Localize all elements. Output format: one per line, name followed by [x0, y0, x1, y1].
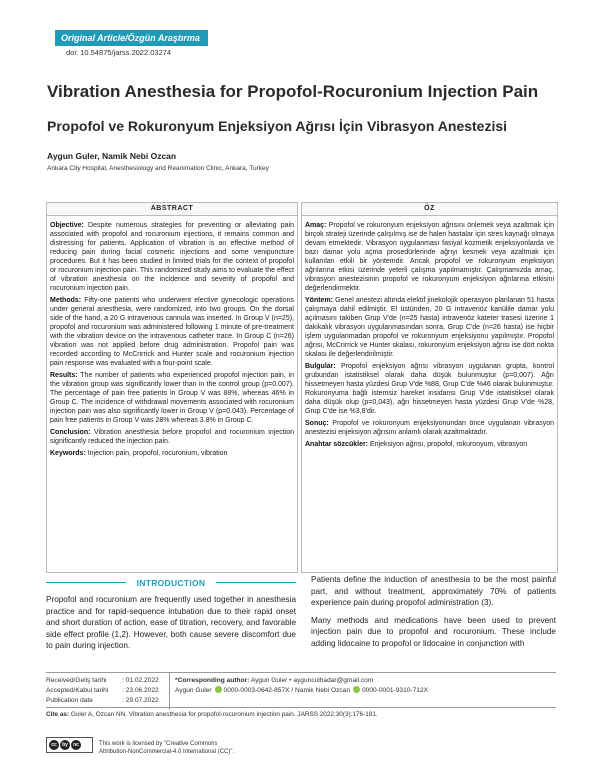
nc-icon: nc	[71, 740, 81, 750]
orcid-link-1[interactable]: 0000-0003-0642-857X	[223, 687, 290, 694]
footer-separator	[169, 673, 170, 710]
correspondence	[175, 676, 428, 696]
intro-paragraph-1: Propofol and rocuronium are frequently used together in anesthesia practice and for rapid-sequence intubation due to their rapid onset and short duration of action, ease of titration, recovery, and favorable side effect profile (1,2). However, both cause severe discomfort due to pain during injection.	[46, 595, 296, 650]
corresponding-author: *Corresponding author: Aygun Guler • aygunculhadar@gmail.com	[175, 677, 374, 684]
oz-box	[301, 202, 558, 573]
page-title: Vibration Anesthesia for Propofol-Rocuronium Injection Pain	[47, 82, 539, 101]
intro-column-left	[46, 594, 296, 658]
orcid-icon	[215, 686, 222, 693]
abstract-keywords: Keywords: Injection pain, propofol, rocuronium, vibration	[50, 450, 228, 457]
orcid-link-2[interactable]: 0000-0001-9310-712X	[362, 687, 429, 694]
article-dates	[46, 676, 159, 706]
authors: Aygun Guler, Namik Nebi Ozcan	[47, 151, 177, 161]
oz-yontem: Yöntem: Genel anestezi altında elektif jinekolojik operasyon planlanan 51 hasta çalışmaya dahil edilmiştir. El üstünden, 20 G intravenöz kanülile damar yolu açılmasını takiben Grup V'de (n=25 hasta) intravenöz kateter trasesi üzerine 1 dakikalık vibrasyon uygulanmasından sonra, Grup C'de (n=26 hasta) ise hiçbir işlem uygulanmadan propofol ve rokuronyum enjeksiyonu yapılmıştır. Propofol ağrısı, McCrirrick ve Hunter skalası, rokuronyum enjeksiyon ağrısı ise dört nokta skalası ile değerlendirilmiştir.	[305, 297, 554, 358]
page-subtitle: Propofol ve Rokuronyum Enjeksiyon Ağrısı İçin Vibrasyon Anestezisi	[47, 118, 508, 134]
introduction-heading: INTRODUCTION	[136, 578, 206, 588]
creative-commons-icon[interactable]	[46, 737, 93, 753]
orcid-icon	[353, 686, 360, 693]
intro-paragraph-3: Many methods and medications have been used to prevent injection pain due to propofol and rocuronium. These include adding lidocaine to propofol or lidocaine in conjunction with	[311, 615, 556, 648]
license-text: This work is licensed by "Creative Commons Attribution-NonCommercial-4.0 International (CC)".	[99, 741, 235, 755]
oz-bulgular: Bulgular: Propofol enjeksiyon ağrısı vibrasyon uygulanan grupta, kontrol grubundan istatistiksel olarak daha düşük bulunmuştur (p=0,007). Ağrı hissetmeyen hasta yüzdesi Grup V'de %88, Grup C'de %46 olarak bulunmuştur. Rokuronyuma bağlı istemsiz hareket insidansı Grup V'de istatistiksel olarak daha düşük olup (p=0,043), ağrı hissetmeyen hasta yüzdesi Grup V'de %28, Grup C'de ise %3,8'dir.	[305, 363, 554, 415]
citation: Cite as: Guler A, Ozcan NN. Vibration anesthesia for propofol-rocuronium injection pain. JARSS 2022;30(3):176-181.	[46, 711, 378, 718]
abstract-objective: Objective: Despite numerous strategies for preventing or alleviating pain associated with propofol and rocuronium injections, it remains common and distressing for patients. Application of vibration is an effective method of reducing pain during facial cosmetic injections and some venipuncture procedures. But it has been studied in limited trials for the context of propofol or rocuronium injection pain. This randomized study aims to evaluate the effect of vibration anesthesia on the incidence and severity of propofol and rocuronium injection pain.	[50, 222, 294, 292]
received-date: Received/Geliş tarihi : 01.02.2022	[46, 677, 159, 684]
affiliation: Ankara City Hospital, Anesthesiology and Reanimation Clinic, Ankara, Turkey	[47, 165, 269, 172]
oz-anahtar: Anahtar sözcükler: Enjeksiyon ağrısı, propofol, rokuronyum, vibrasyon	[305, 441, 528, 448]
article-type-badge: Original Article/Özgün Araştırma	[55, 30, 208, 46]
by-icon: by	[60, 740, 70, 750]
intro-paragraph-2: Patients define the induction of anesthesia to be the most painful part, and without treatment, approximately 70% of patients experience pain during propofol administration (3).	[311, 575, 556, 607]
abstract-conclusion: Conclusion: Vibration anesthesia before propofol and rocuronium injection significantly reduced the injection pain.	[50, 429, 294, 445]
abstract-methods: Methods: Fifty-one patients who underwent elective gynecologic operations under general anesthesia, were randomized, into two groups. On the dorsal side of the hand, a 20 G intravenous cannula was inserted. In Group V (n=25), propofol and rocuronium was administered following 1 minute of pre-treatment with the vibration device on the intravenous catheter trace. In Group C (n=26) vibration was not applied before drug administration. Propofol pain was recorded according to McCrirrick and Hunter scale and rocuronium injection pain response was evaluated with a four-point scale.	[50, 297, 294, 367]
accepted-date: Accepted/Kabul tarihi : 23.06.2022	[46, 687, 159, 694]
abstract-body	[47, 216, 297, 458]
oz-body	[302, 216, 557, 449]
oz-amac: Amaç: Propofol ve rokuronyum enjeksiyon ağrısını önlemek veya azaltmak için birçok strateji üzerinde çalışılmış ise de halen hastalar için stres kaynağı olmaya devam etmektedir. Vibrasyon uygulanması fasiyal kozmetik enjeksiyonlarda ve bazı damar yolu açma prosedürlerinde ağrıyı kesmek veya azaltmak için kullanılan etkili bir yöntemdir. Ancak propofol ve rokuronyum enjeksiyon ağrılarına etkisi üzerinde yeterli çalışma yapılmamıştır. Çalışmamızda amaç, vibrasyon anestezisinin propofol ve rokuronyum enjeksiyon ağrılarına etkisini değerlendirmektir.	[305, 222, 554, 292]
intro-column-right	[311, 574, 556, 655]
oz-sonuc: Sonuç: Propofol ve rokuronyum enjeksiyonundan önce uygulanan vibrasyon anestezisi enjeksiyon ağrısını anlamlı olarak azaltmaktadır.	[305, 420, 554, 436]
abstract-heading: ABSTRACT	[47, 203, 297, 216]
publication-date: Publication date : 29.07.2022	[46, 697, 159, 704]
orcid-line: Aygun Guler 0000-0003-0642-857X / Namik Nebi Ozcan 0000-0001-9310-712X	[175, 687, 429, 694]
doi[interactable]: doi: 10.54875/jarss.2022.03274	[66, 48, 172, 57]
abstract-results: Results: The number of patients who experienced propofol injection pain, in the vibration group was significantly lower than in the control group (p=0.007). The percentage of pain free patients in Group V was 88%, whereas 46% in Group C. The incidence of withdrawal movements associated with rocuronium injection pain was also significantly lower in Group V (p=0.043). Percentage of pain free patients in Group V was 28% whereas 3.8% in Group C.	[50, 372, 294, 424]
cc-icon: cc	[49, 740, 59, 750]
footer-divider-top	[46, 672, 556, 673]
oz-heading: ÖZ	[302, 203, 557, 216]
footer-divider-bottom	[46, 707, 556, 708]
abstract-box	[46, 202, 298, 573]
corresponding-email[interactable]: Aygun Guler • aygunculhadar@gmail.com	[249, 677, 374, 684]
